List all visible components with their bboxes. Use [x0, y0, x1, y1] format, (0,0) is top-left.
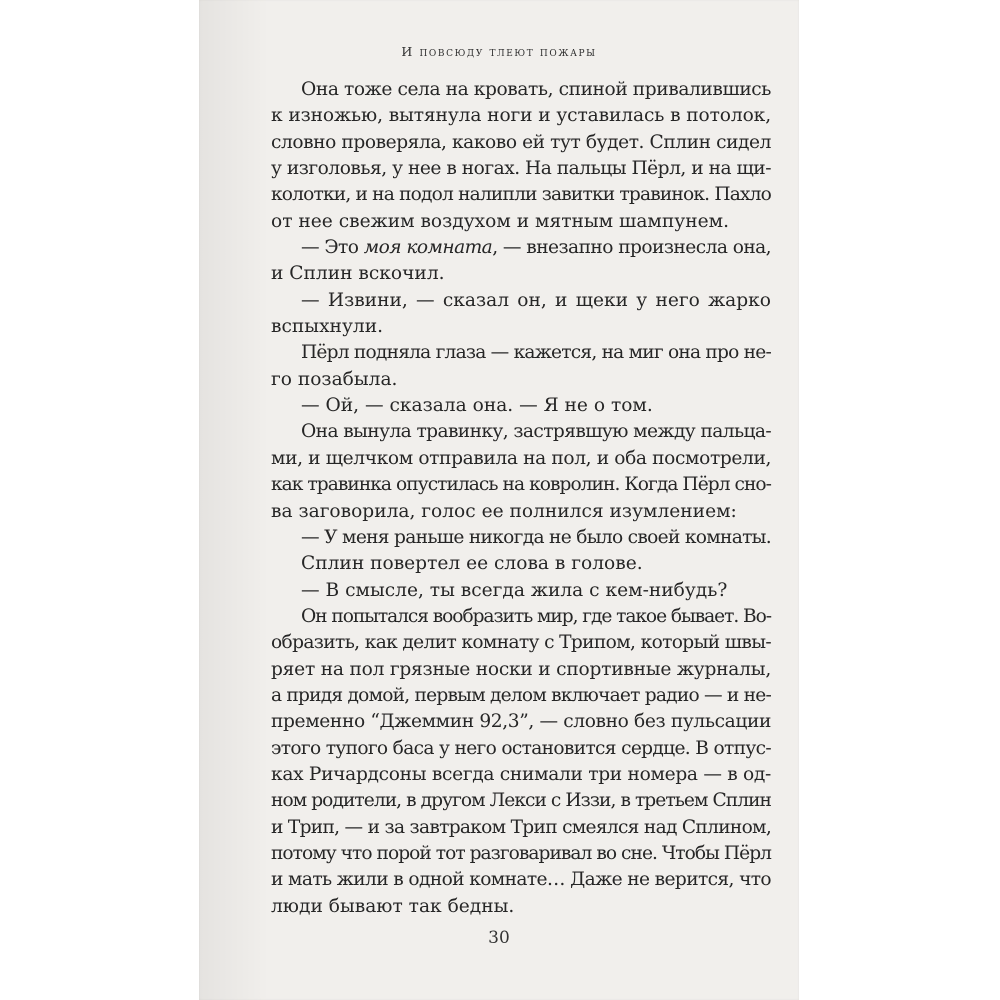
page-gutter-shadow — [199, 0, 269, 1000]
text-line: го позабыла. — [271, 368, 398, 390]
text-line: Он попытался вообразить мир, где такое бывает. Во- — [301, 605, 771, 627]
text-line: пременно “Джеммин 92,3”, — словно без пульсации — [271, 711, 771, 733]
text-line: а придя домой, первым делом включает радио — и не- — [271, 684, 771, 706]
text-line: ва заговорила, голос ее полнился изумлением: — [271, 500, 737, 522]
text-line — [271, 235, 771, 261]
text-line: ряет на пол грязные носки и спортивные журналы, — [271, 658, 772, 680]
text-span: , — внезапно произнесла она, — [492, 237, 772, 259]
italic-phrase: моя комната — [363, 237, 493, 259]
book-page — [199, 0, 799, 1000]
text-line: словно проверяла, каково ей тут будет. Сплин сидел — [271, 131, 772, 153]
text-line: — Извини, — сказал он, и щеки у него жарко — [301, 289, 771, 311]
text-line: и мать жили в одной комнате… Даже не верится, что — [271, 869, 771, 891]
page-number: 30 — [488, 928, 510, 948]
text-line: от нее свежим воздухом и мятным шампунем. — [271, 210, 729, 232]
text-line: Сплин повертел ее слова в голове. — [301, 553, 643, 575]
running-head: И повсюду тлеют пожары — [401, 44, 597, 59]
text-line: Она вынула травинку, застрявшую между пальца- — [301, 421, 772, 443]
body-text — [271, 77, 771, 920]
text-line: и Трип, — и за завтраком Трип смеялся над Сплином, — [271, 816, 772, 838]
text-line: у изголовья, у нее в ногах. На пальцы Пёрл, и на щи- — [271, 158, 771, 180]
text-line: — В смысле, ты всегда жила с кем-нибудь? — [301, 579, 728, 601]
text-line: Пёрл подняла глаза — кажется, на миг она про не- — [301, 342, 771, 364]
text-line: ми, и щелчком отправила на пол, и оба посмотрели, — [271, 447, 771, 469]
text-line: образить, как делит комнату с Трипом, который швы- — [271, 632, 772, 654]
text-line: — Ой, — сказала она. — Я не о том. — [301, 395, 653, 417]
text-line: ном родители, в другом Лекси с Иззи, в третьем Сплин — [271, 790, 771, 812]
text-line: к изножью, вытянула ноги и уставилась в потолок, — [271, 105, 771, 127]
text-line: колотки, и на подол налипли завитки травинок. Пахло — [271, 184, 772, 206]
text-line: ках Ричардсоны всегда снимали три номера — в од- — [271, 763, 771, 785]
text-line: вспыхнули. — [271, 316, 384, 338]
text-line: потому что порой тот разговаривал во сне. Чтобы Пёрл — [271, 842, 771, 864]
text-line: этого тупого баса у него остановится сердце. В отпус- — [271, 737, 771, 759]
text-span: — Это — [301, 237, 364, 259]
text-line: Она тоже села на кровать, спиной привалившись — [301, 79, 772, 100]
text-line: и Сплин вскочил. — [271, 263, 445, 285]
text-line: — У меня раньше никогда не было своей комнаты. — [301, 526, 771, 548]
text-line: люди бывают так бедны. — [271, 895, 515, 917]
text-line: как травинка опустилась на ковролин. Когда Пёрл сно- — [271, 474, 771, 496]
